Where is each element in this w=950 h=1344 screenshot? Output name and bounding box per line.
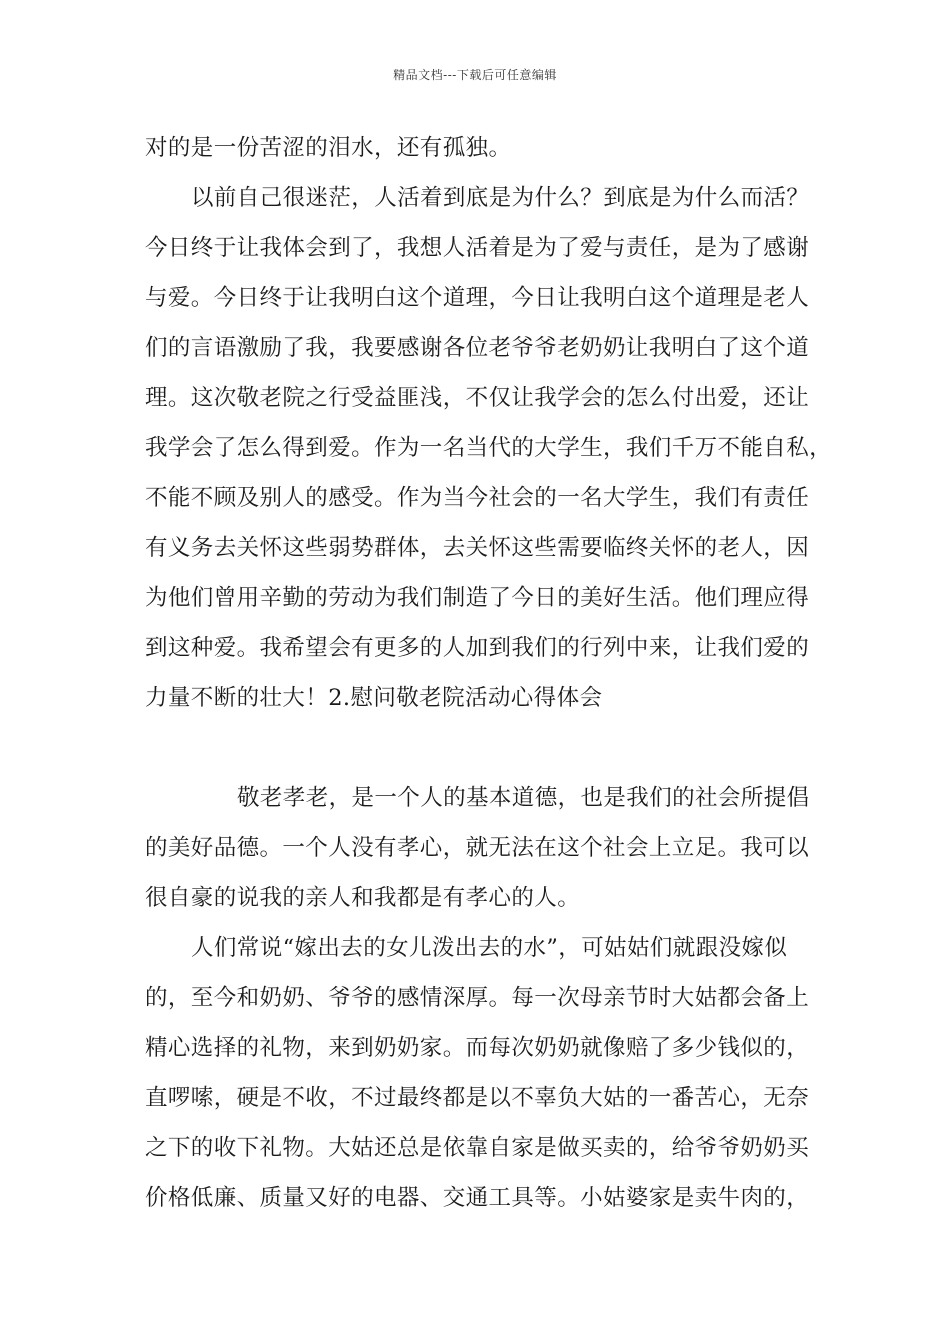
text-line: 价格低廉、质量又好的电器、交通工具等。小姑婆家是卖牛肉的，	[145, 1185, 810, 1211]
text-line: 今日终于让我体会到了，我想人活着是为了爱与责任，是为了感谢	[145, 235, 810, 261]
text-line: 有义务去关怀这些弱势群体，去关怀这些需要临终关怀的老人，因	[145, 535, 810, 561]
text-line: 的，至今和奶奶、爷爷的感情深厚。每一次母亲节时大姑都会备上	[145, 985, 810, 1011]
text-line: 我学会了怎么得到爱。作为一名当代的大学生，我们千万不能自私，	[145, 435, 833, 461]
text-line: 很自豪的说我的亲人和我都是有孝心的人。	[145, 885, 581, 911]
text-line: 的美好品德。一个人没有孝心，就无法在这个社会上立足。我可以	[145, 835, 810, 861]
text-line: 们的言语激励了我，我要感谢各位老爷爷老奶奶让我明白了这个道	[145, 335, 810, 361]
text-line: 理。这次敬老院之行受益匪浅，不仅让我学会的怎么付出爱，还让	[145, 385, 810, 411]
text-line: 不能不顾及别人的感受。作为当今社会的一名大学生，我们有责任	[145, 485, 810, 511]
text-line: 精心选择的礼物，来到奶奶家。而每次奶奶就像赔了多少钱似的，	[145, 1035, 810, 1061]
text-line: 与爱。今日终于让我明白这个道理，今日让我明白这个道理是老人	[145, 285, 810, 311]
page-header: 精品文档---下载后可任意编辑	[393, 68, 557, 82]
text-line: 对的是一份苦涩的泪水，还有孤独。	[145, 135, 512, 161]
text-line: 人们常说“嫁出去的女儿泼出去的水”，可姑姑们就跟没嫁似	[191, 935, 788, 961]
text-line: 敬老孝老，是一个人的基本道德，也是我们的社会所提倡	[237, 785, 810, 811]
text-line: 到这种爱。我希望会有更多的人加到我们的行列中来，让我们爱的	[145, 635, 810, 661]
text-line: 为他们曾用辛勤的劳动为我们制造了今日的美好生活。他们理应得	[145, 585, 810, 611]
text-line: 力量不断的壮大！2.慰问敬老院活动心得体会	[145, 685, 603, 711]
text-line: 直啰嗦，硬是不收，不过最终都是以不辜负大姑的一番苦心，无奈	[145, 1085, 810, 1111]
text-line: 之下的收下礼物。大姑还总是依靠自家是做买卖的，给爷爷奶奶买	[145, 1135, 810, 1161]
text-line: 以前自己很迷茫，人活着到底是为什么？到底是为什么而活？	[191, 185, 810, 211]
